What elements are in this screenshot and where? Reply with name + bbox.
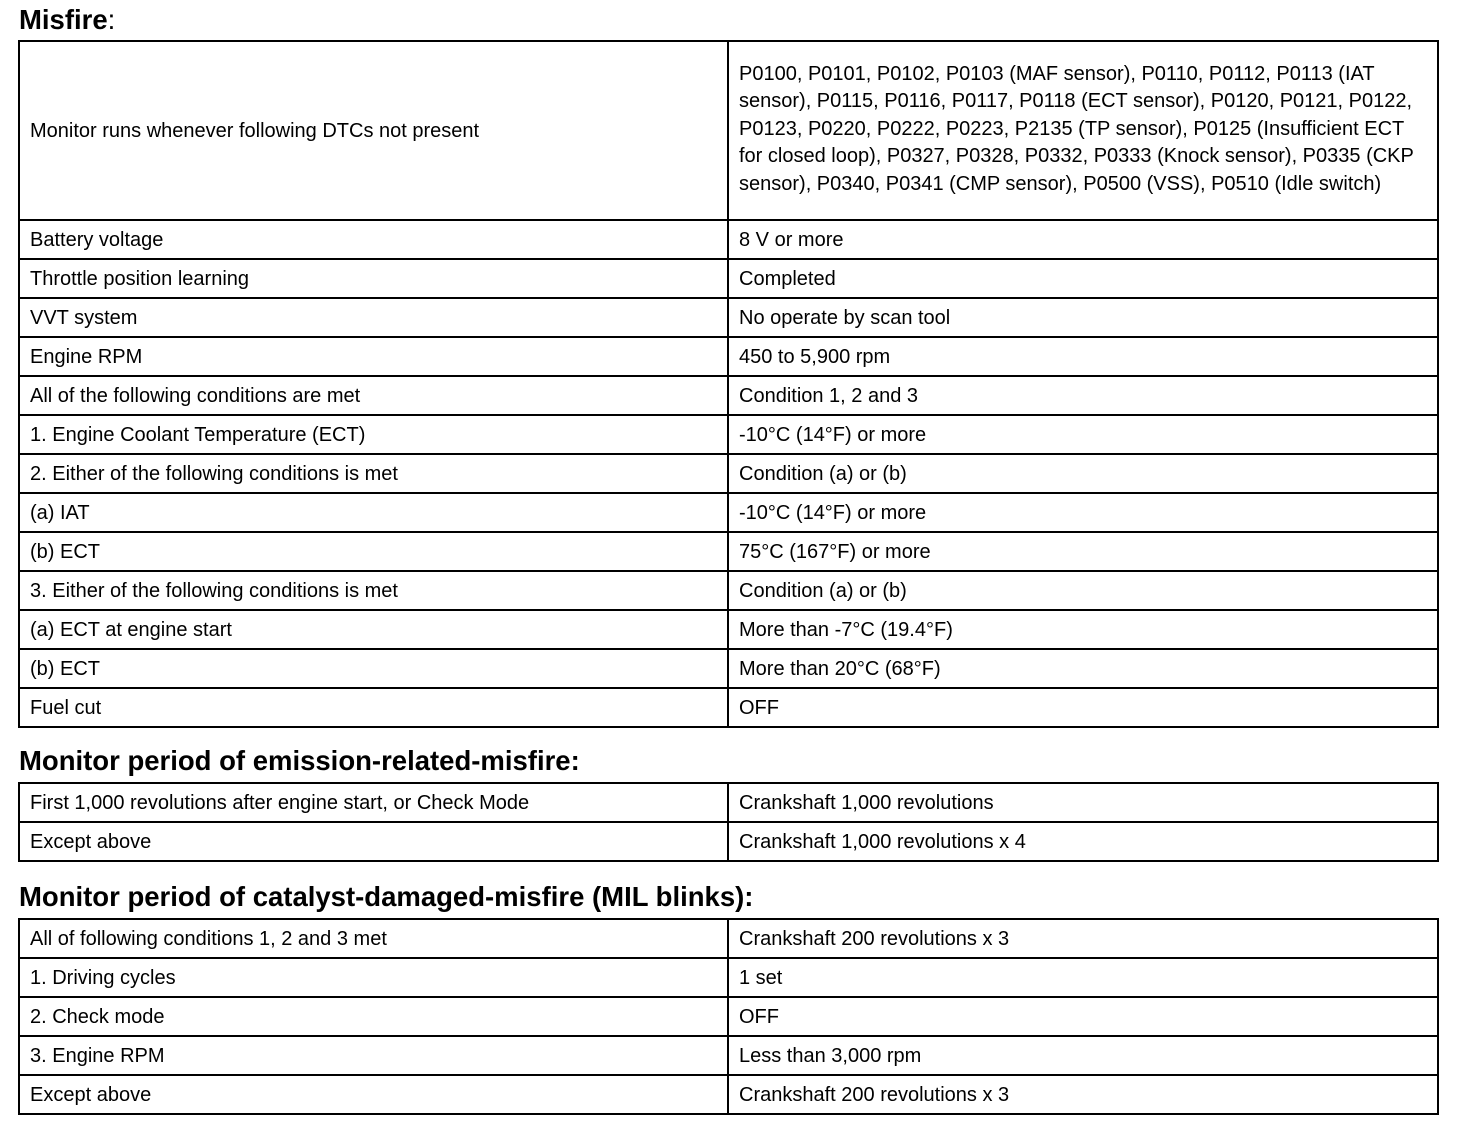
table-row — [19, 493, 1438, 532]
catalyst-misfire-section-title: Monitor period of catalyst-damaged-misfire (MIL blinks): — [19, 881, 754, 912]
emission-misfire-table — [18, 782, 1439, 862]
period-label: 2. Check mode — [19, 997, 728, 1036]
table-row — [19, 532, 1438, 571]
misfire-title-text: Misfire — [19, 4, 108, 35]
condition-value: P0100, P0101, P0102, P0103 (MAF sensor), P0110, P0112, P0113 (IAT sensor), P0115, P0116, P0117, P0118 (ECT sensor), P0120, P0121, P0122, P0123, P0220, P0222, P0223, P2135 (TP sensor), P0125 (Insufficient ECT for closed loop), P0327, P0328, P0332, P0333 (Knock sensor), P0335 (CKP sensor), P0340, P0341 (CMP sensor), P0500 (VSS), P0510 (Idle switch) — [728, 41, 1438, 220]
period-value: Crankshaft 200 revolutions x 3 — [728, 1075, 1438, 1114]
condition-label: (a) IAT — [19, 493, 728, 532]
condition-label: 2. Either of the following conditions is met — [19, 454, 728, 493]
table-row — [19, 919, 1438, 958]
catalyst-misfire-table — [18, 918, 1439, 1115]
condition-label: (b) ECT — [19, 532, 728, 571]
table-row — [19, 376, 1438, 415]
period-label: Except above — [19, 1075, 728, 1114]
condition-value: -10°C (14°F) or more — [728, 415, 1438, 454]
table-row — [19, 571, 1438, 610]
period-value: 1 set — [728, 958, 1438, 997]
table-row — [19, 822, 1438, 861]
condition-label: Monitor runs whenever following DTCs not present — [19, 41, 728, 220]
table-row — [19, 783, 1438, 822]
condition-value: 8 V or more — [728, 220, 1438, 259]
table-row — [19, 415, 1438, 454]
misfire-conditions-table — [18, 40, 1439, 728]
condition-label: (a) ECT at engine start — [19, 610, 728, 649]
condition-value: -10°C (14°F) or more — [728, 493, 1438, 532]
table-row — [19, 997, 1438, 1036]
period-value: Crankshaft 1,000 revolutions — [728, 783, 1438, 822]
period-value: OFF — [728, 997, 1438, 1036]
table-row — [19, 1036, 1438, 1075]
period-label: All of following conditions 1, 2 and 3 met — [19, 919, 728, 958]
table-row — [19, 454, 1438, 493]
condition-value: More than 20°C (68°F) — [728, 649, 1438, 688]
period-value: Crankshaft 200 revolutions x 3 — [728, 919, 1438, 958]
condition-value: Condition 1, 2 and 3 — [728, 376, 1438, 415]
condition-value: Condition (a) or (b) — [728, 454, 1438, 493]
period-label: 3. Engine RPM — [19, 1036, 728, 1075]
condition-label: All of the following conditions are met — [19, 376, 728, 415]
condition-label: 3. Either of the following conditions is met — [19, 571, 728, 610]
emission-misfire-section-title: Monitor period of emission-related-misfire: — [19, 745, 580, 776]
table-row — [19, 259, 1438, 298]
condition-value: 75°C (167°F) or more — [728, 532, 1438, 571]
period-value: Crankshaft 1,000 revolutions x 4 — [728, 822, 1438, 861]
condition-label: 1. Engine Coolant Temperature (ECT) — [19, 415, 728, 454]
table-row — [19, 958, 1438, 997]
misfire-title-colon: : — [107, 4, 116, 35]
table-row — [19, 649, 1438, 688]
condition-label: VVT system — [19, 298, 728, 337]
misfire-section-title — [19, 4, 115, 36]
table-row — [19, 220, 1438, 259]
condition-label: Engine RPM — [19, 337, 728, 376]
table-row — [19, 41, 1438, 220]
table-row — [19, 337, 1438, 376]
period-label: Except above — [19, 822, 728, 861]
condition-value: OFF — [728, 688, 1438, 727]
table-row — [19, 1075, 1438, 1114]
condition-value: 450 to 5,900 rpm — [728, 337, 1438, 376]
condition-label: (b) ECT — [19, 649, 728, 688]
period-label: First 1,000 revolutions after engine start, or Check Mode — [19, 783, 728, 822]
condition-value: Completed — [728, 259, 1438, 298]
condition-value: No operate by scan tool — [728, 298, 1438, 337]
period-value: Less than 3,000 rpm — [728, 1036, 1438, 1075]
condition-value: Condition (a) or (b) — [728, 571, 1438, 610]
table-row — [19, 298, 1438, 337]
table-row — [19, 688, 1438, 727]
condition-label: Fuel cut — [19, 688, 728, 727]
condition-label: Throttle position learning — [19, 259, 728, 298]
condition-value: More than -7°C (19.4°F) — [728, 610, 1438, 649]
period-label: 1. Driving cycles — [19, 958, 728, 997]
condition-label: Battery voltage — [19, 220, 728, 259]
table-row — [19, 610, 1438, 649]
